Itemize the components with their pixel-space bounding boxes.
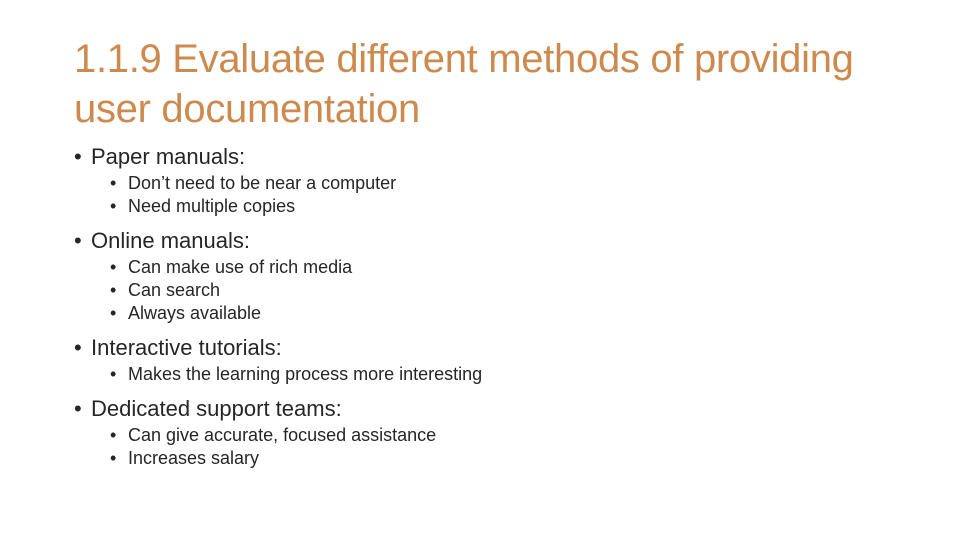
list-item [74,195,914,218]
bullet-icon: • [110,364,117,384]
bullet-icon: • [110,425,117,445]
section-interactive-tutorials [74,333,914,386]
list-item-text: Need multiple copies [128,196,296,216]
bullet-icon: • [110,280,117,300]
section-heading-text: Online manuals: [91,228,250,253]
sub-list [74,363,914,386]
section-heading [74,142,914,172]
section-items [74,172,914,218]
sub-list [74,256,914,325]
section-heading-text: Interactive tutorials: [91,335,282,360]
list-item-text: Makes the learning process more interesting [128,364,483,384]
list-item-text: Can make use of rich media [128,257,353,277]
bullet-icon: • [74,228,82,253]
section-online-manuals [74,226,914,325]
sub-list [74,172,914,218]
bullet-icon: • [74,396,82,421]
list-item [74,279,914,302]
section-dedicated-support-teams [74,394,914,470]
list-item-text: Don’t need to be near a computer [128,173,397,193]
list-item-text: Can give accurate, focused assistance [128,425,437,445]
list-item-text: Always available [128,303,262,323]
section-paper-manuals [74,142,914,218]
bullet-icon: • [110,196,117,216]
section-heading-text: Paper manuals: [91,144,246,169]
section-heading [74,333,914,363]
list-item [74,424,914,447]
sub-list [74,424,914,470]
bullet-icon: • [74,144,82,169]
list-item [74,256,914,279]
list-item-text: Increases salary [128,448,260,468]
list-item [74,447,914,470]
bullet-icon: • [74,335,82,360]
bullet-icon: • [110,448,117,468]
list-item [74,302,914,325]
section-items [74,363,914,386]
section-heading [74,226,914,256]
section-heading-text: Dedicated support teams: [91,396,342,421]
slide-content [74,142,914,478]
bullet-icon: • [110,257,117,277]
list-item [74,172,914,195]
list-item-text: Can search [128,280,221,300]
list-item [74,363,914,386]
section-items [74,424,914,470]
bullet-icon: • [110,173,117,193]
section-heading [74,394,914,424]
section-items [74,256,914,325]
bullet-icon: • [110,303,117,323]
slide-title: 1.1.9 Evaluate different methods of providing user documentation [74,37,854,131]
